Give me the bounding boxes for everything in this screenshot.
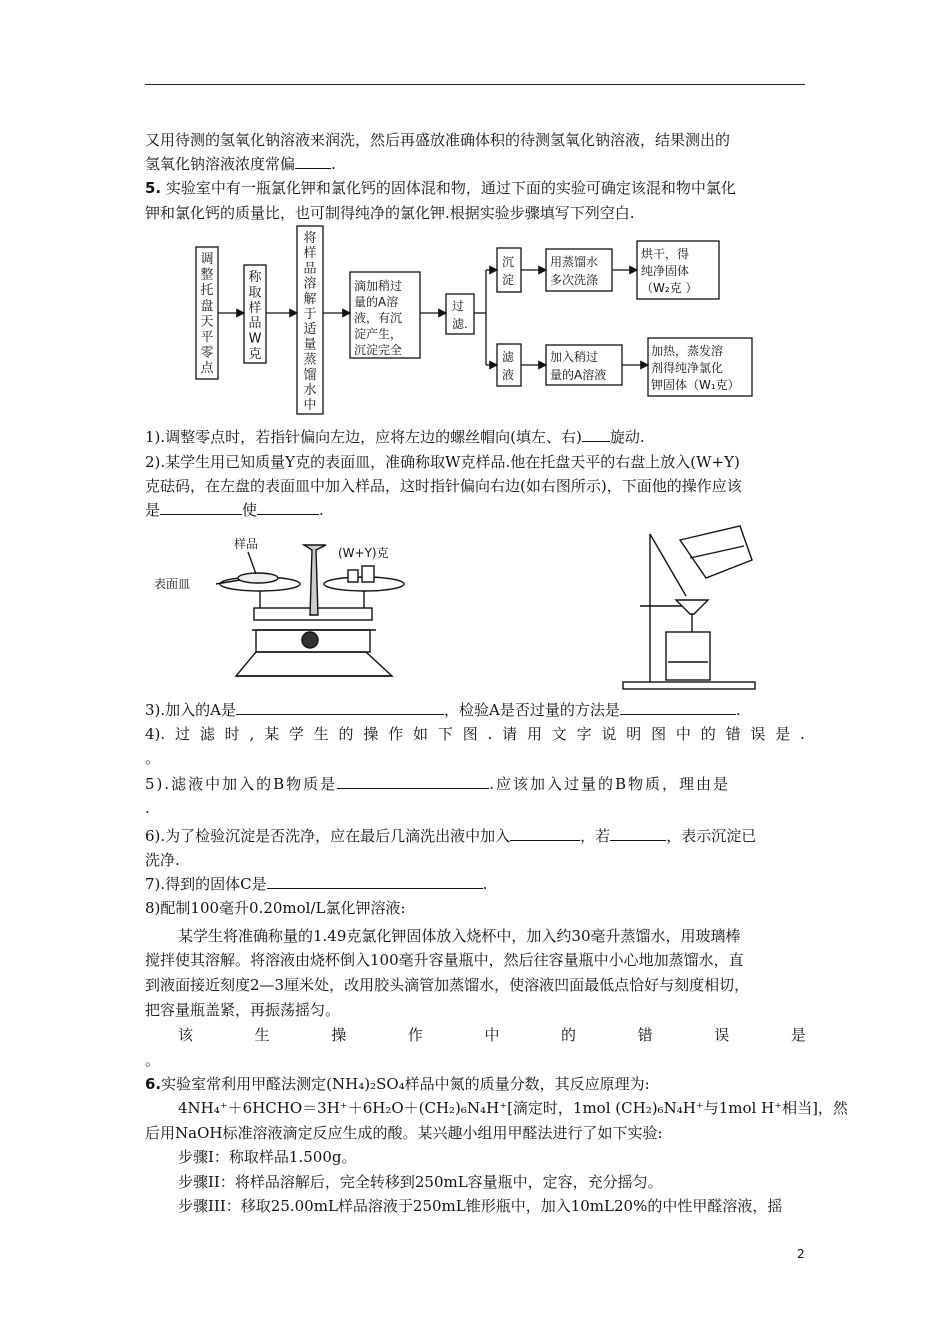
justified-char: 字 — [576, 725, 592, 743]
answer-blank[interactable] — [337, 774, 489, 789]
justified-char: 下 — [437, 725, 453, 743]
justified-char: 滤 — [199, 725, 215, 743]
justified-char: 图 — [462, 725, 478, 743]
text-line: 钾和氯化钙的质量比，也可制得纯净的氯化钾.根据实验步骤填写下列空白. — [145, 204, 635, 222]
justified-char: 图 — [651, 725, 667, 743]
justified-char: 误 — [750, 725, 766, 743]
justified-char: 说 — [601, 725, 617, 743]
justified-char: 是 — [775, 725, 791, 743]
label-sample: 样品 — [234, 537, 259, 551]
justified-char: 文 — [551, 725, 567, 743]
justified-char: 的 — [561, 1026, 577, 1044]
text-line-justified — [145, 724, 805, 744]
step-box-evaporate-1: 加热，蒸发溶 — [651, 344, 724, 358]
answer-blank[interactable] — [160, 500, 242, 515]
justified-char: 操 — [331, 1026, 347, 1044]
balance-figure — [150, 530, 420, 692]
justified-char: 错 — [637, 1026, 653, 1044]
justified-char: 生 — [313, 725, 329, 743]
text-line: 4NH₄⁺＋6HCHO＝3H⁺＋6H₂O＋(CH₂)₆N₄H⁺[滴定时，1mol (CH₂)₆N₄H⁺与1mol H⁺相当]，然 — [178, 1099, 848, 1117]
answer-blank[interactable] — [582, 427, 610, 442]
justified-char: . — [487, 725, 493, 743]
text-line: 搅拌使其溶解。将溶液由烧杯倒入100毫升容量瓶中，然后往容量瓶中小心地加蒸馏水，直 — [145, 951, 744, 969]
step-box-add-a-5: 沉淀完全 — [354, 343, 403, 357]
step-box-weigh: 称取样品 W 克 — [248, 270, 262, 362]
text-line: 到液面接近刻度2—3厘米处，改用胶头滴管加蒸馏水，使溶液凹面最低点恰好与刻度相切， — [145, 976, 750, 994]
justified-char: 某 — [264, 725, 280, 743]
justified-char: 明 — [626, 725, 642, 743]
text-line: . — [145, 799, 150, 817]
justified-char: . — [800, 725, 805, 743]
justified-char: 学 — [288, 725, 304, 743]
justified-char: 生 — [254, 1026, 270, 1044]
text-line: 把容量瓶盖紧，再振荡摇匀。 — [145, 1001, 341, 1019]
text-line-justified — [178, 1025, 806, 1045]
answer-blank[interactable] — [257, 500, 319, 515]
justified-char: 是 — [790, 1026, 806, 1044]
step-box-dry-1: 烘干，得 — [641, 247, 690, 261]
answer-blank[interactable] — [267, 874, 483, 889]
answer-blank[interactable] — [236, 700, 444, 715]
text-line: 后用NaOH标准溶液滴定反应生成的酸。某兴趣小组用甲醛法进行了如下实验: — [145, 1124, 663, 1142]
justified-char: 如 — [413, 725, 429, 743]
justified-char: 4). — [145, 725, 166, 743]
step-box-precipitate-2: 淀 — [502, 273, 515, 287]
step-box-precipitate-1: 沉 — [502, 255, 515, 269]
text-line: 步骤III：移取25.00mL样品溶液于250mL锥形瓶中，加入10mL20%的中性甲醛溶液，摇 — [178, 1197, 783, 1215]
text-line: 3).加入的A是 ，检验A是否过量的方法是 . — [145, 701, 741, 719]
justified-char: 时 — [224, 725, 240, 743]
text-line: 是 使 . — [145, 501, 324, 519]
text-line: 氢氧化钠溶液浓度常偏 . — [145, 155, 336, 173]
step-box-wash-2: 多次洗涤 — [550, 273, 599, 287]
answer-blank[interactable] — [610, 826, 666, 841]
label-weights: (W+Y)克 — [338, 546, 389, 560]
step-box-add-a-3: 液，有沉 — [354, 311, 403, 325]
step-box-add-a2-1: 加入稍过 — [550, 350, 599, 364]
label-dish: 表面皿 — [154, 577, 191, 591]
question-5-line: 5. 实验室中有一瓶氯化钾和氯化钙的固体混和物，通过下面的实验可确定该混和物中氯化 — [145, 179, 736, 197]
step-box-add-a-1: 滴加稍过 — [354, 279, 403, 293]
filtration-figure — [615, 522, 765, 694]
text-line: 5).滤液中加入的B物质是 .应该加入过量的B物质，理由是 — [145, 775, 730, 793]
justified-char: 的 — [700, 725, 716, 743]
step-box-evaporate-3: 钾固体（W₁克） — [651, 378, 740, 392]
answer-blank[interactable] — [510, 826, 580, 841]
text-line: 某学生将准确称量的1.49克氯化钾固体放入烧杯中，加入约30毫升蒸馏水，用玻璃棒 — [178, 927, 741, 945]
justified-char: 操 — [363, 725, 379, 743]
step-box-dissolve: 将样品溶解于适量蒸馏水中 — [303, 231, 317, 414]
justified-char: 作 — [388, 725, 404, 743]
step-box-filter-1: 过 — [452, 299, 465, 313]
page-number: 2 — [797, 1247, 805, 1261]
step-box-dry-3: （W₂克 ） — [641, 281, 698, 295]
step-box-add-a2-2: 量的A溶液 — [550, 368, 607, 382]
answer-blank[interactable] — [295, 154, 331, 169]
justified-char: 请 — [502, 725, 518, 743]
text-line: 8)配制100毫升0.20mol/L氯化钾溶液: — [145, 899, 406, 917]
text-line: 步骤I：称取样品1.500g。 — [178, 1148, 357, 1166]
step-box-evaporate-2: 剂得纯净氯化 — [651, 361, 724, 375]
justified-char: 的 — [338, 725, 354, 743]
step-box-add-a-2: 量的A溶 — [354, 295, 399, 309]
justified-char: 错 — [725, 725, 741, 743]
question-number: 5. — [145, 179, 162, 197]
justified-char: , — [249, 725, 255, 743]
step-box-wash-1: 用蒸馏水 — [550, 255, 599, 269]
question-6-line: 6.实验室常利用甲醛法测定(NH₄)₂SO₄样品中氮的质量分数，其反应原理为: — [145, 1075, 650, 1093]
answer-blank[interactable] — [620, 700, 736, 715]
step-box-calibrate: 调整托盘天平零点 — [200, 252, 214, 377]
text-line: 。 — [145, 749, 161, 767]
justified-char: 作 — [407, 1026, 423, 1044]
text-line: 洗净. — [145, 851, 180, 869]
header-rule — [145, 84, 805, 85]
flow-chart — [190, 222, 770, 422]
step-box-dry-2: 纯净固体 — [641, 264, 690, 278]
text-line: 步骤II：将样品溶解后，完全转移到250mL容量瓶中，定容，充分摇匀。 — [178, 1173, 663, 1191]
step-box-filter-2: 滤. — [452, 317, 468, 331]
text-line: 又用待测的氢氧化钠溶液来润洗，然后再盛放准确体积的待测氢氧化钠溶液，结果测出的 — [145, 131, 731, 149]
text-line: 6).为了检验沉淀是否洗净，应在最后几滴洗出液中加入 ，若 ，表示沉淀已 — [145, 827, 757, 845]
justified-char: 该 — [178, 1026, 194, 1044]
step-box-filtrate-2: 液 — [502, 368, 515, 382]
justified-char: 用 — [526, 725, 542, 743]
step-box-filtrate-1: 滤 — [502, 350, 515, 364]
question-number: 6. — [145, 1075, 162, 1093]
justified-char: 中 — [484, 1026, 500, 1044]
justified-char: 中 — [675, 725, 691, 743]
text-line: 7).得到的固体C是 . — [145, 875, 488, 893]
justified-char: 误 — [714, 1026, 730, 1044]
text-line: 克砝码，在左盘的表面皿中加入样品，这时指针偏向右边(如右图所示)，下面他的操作应该 — [145, 477, 742, 495]
step-box-add-a-4: 淀产生， — [354, 327, 403, 341]
text-line: 1).调整零点时，若指针偏向左边，应将左边的螺丝帽向(填左、右) 旋动. — [145, 428, 645, 446]
justified-char: 过 — [174, 725, 190, 743]
text-line: 2).某学生用已知质量Y克的表面皿，准确称取W克样品.他在托盘天平的右盘上放入(W+Y) — [145, 453, 740, 471]
text-line: 。 — [145, 1051, 161, 1069]
